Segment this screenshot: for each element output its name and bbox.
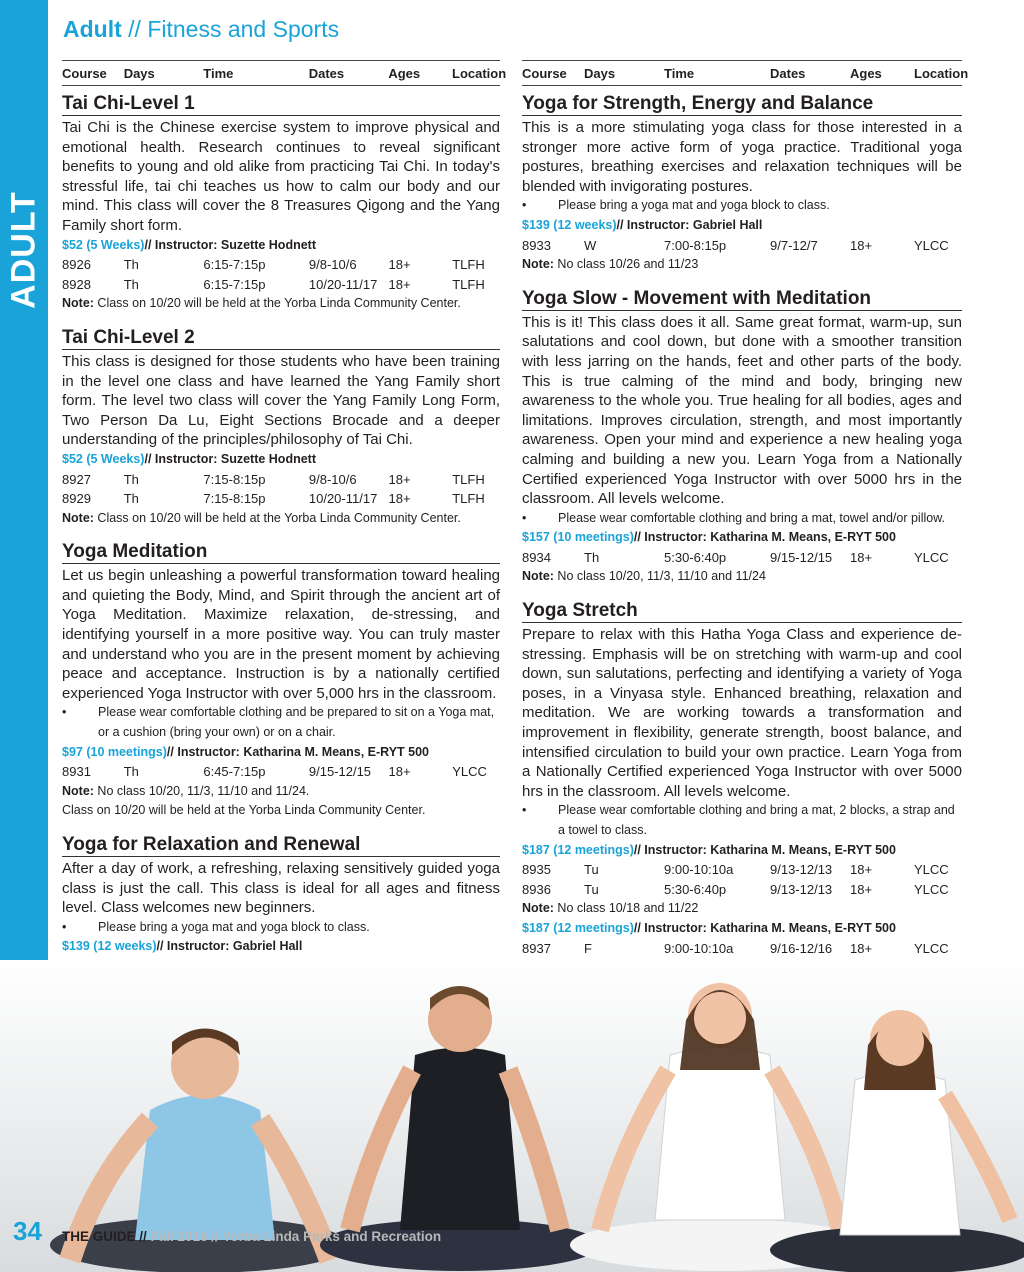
cell-dates: 9/8-10/6: [308, 471, 357, 487]
cell-days: Th: [123, 491, 139, 507]
instructor-name: // Instructor: Suzette Hodnett: [144, 451, 316, 466]
course-description: This is it! This class does it all. Same great format, warm-up, sun salutations and cool down, but done with a smoother transition with less jarring on the hands, feet and other parts of the body. This is true calming of the mind and body, bringing new awareness to the whole you. True healing for all bodies, ages and limitations. Improves circulation, strength, and most importantly awareness. Open your mind and experience a new healing yoga calming and building a new you. Learn Yoga from a Nationally Certified experienced Yoga Instructor with over 5000 hrs in the classroom. All levels welcome.: [522, 313, 962, 508]
column-header-location: Location: [914, 65, 969, 81]
price-line: [522, 528, 962, 548]
column-header-location: Location: [452, 65, 507, 81]
course-note: [522, 899, 962, 919]
schedule-row: [522, 939, 962, 959]
column-header-course: Course: [522, 65, 567, 81]
cell-dates: 9/7-12/7: [770, 237, 818, 253]
course-title: Tai Chi-Level 1: [62, 94, 500, 116]
course-note: [522, 567, 962, 587]
note-text: No class 10/26 and 11/23: [553, 257, 699, 272]
course-description: Let us begin unleashing a powerful transformation toward healing and quieting the Body, Mind, and Spirit through the ancient art of Yoga Meditation. Maximize relaxation, de-stressing, and identifying yourself in a more positive way. You can truly master and understand who you are in the present moment by achieving peace and acceptance. Instruction is by a nationally certified experienced Yoga Instructor with over 5,000 hrs in the classroom.: [62, 567, 500, 702]
price-line: [522, 216, 962, 236]
cell-dates: 10/20-11/17: [308, 491, 378, 507]
note-label: Note:: [62, 783, 94, 798]
cell-course: 8933: [522, 237, 551, 253]
course-bullet: [522, 196, 962, 216]
cell-time: 5:30-6:40p: [664, 881, 727, 897]
course-description: After a day of work, a refreshing, relaxing sensitively guided yoga class is just the call. This class is ideal for all ages and fitness level. Class welcomes new beginners.: [62, 860, 500, 917]
cell-days: Th: [584, 549, 600, 565]
course-note: [62, 509, 500, 529]
cell-ages: 18+: [388, 764, 411, 780]
course-block: [62, 328, 500, 528]
course-fee: $157 (10 meetings): [522, 530, 634, 545]
price-line: [62, 236, 500, 256]
cell-time: 7:15-8:15p: [203, 491, 266, 507]
schedule-row: [62, 762, 500, 782]
cell-dates: 9/13-12/13: [770, 881, 833, 897]
cell-days: Tu: [584, 862, 599, 878]
schedule-row: [522, 860, 962, 880]
bullet-text: Please bring a yoga mat and yoga block to class.: [558, 198, 830, 213]
course-fee: $139 (12 weeks): [62, 939, 157, 954]
cell-location: YLCC: [914, 862, 949, 878]
section-tab-label: ADULT: [4, 191, 43, 309]
instructor-name: // Instructor: Gabriel Hall: [156, 939, 303, 954]
course-block: [522, 601, 962, 978]
course-description: This class is designed for those students who have been training in the level one class and have learned the Yang Family short form. The level two class will cover the Yang Family Long Form, Two Person Da Lu, Eight Sections Brocade and a deeper understanding of the principles/philosophy of Tai Chi.: [62, 352, 500, 449]
course-title: Yoga for Strength, Energy and Balance: [522, 94, 962, 116]
note-text: Class on 10/20 will be held at the Yorba Linda Community Center.: [62, 803, 426, 818]
course-title: Yoga Slow - Movement with Meditation: [522, 289, 962, 311]
price-line: [62, 743, 500, 763]
price-line: [62, 937, 500, 957]
cell-location: TLFH: [452, 491, 485, 507]
cell-time: 9:00-10:10a: [664, 862, 734, 878]
column-header-time: Time: [664, 65, 695, 81]
footer-title: [62, 1229, 441, 1244]
column-header-time: Time: [203, 65, 234, 81]
note-label: Note:: [522, 901, 554, 916]
cell-course: 8927: [62, 471, 91, 487]
bullet-dot: •: [522, 510, 527, 525]
right-column: [522, 60, 969, 978]
cell-course: 8934: [522, 549, 551, 565]
instructor-name: // Instructor: Katharina M. Means, E-RYT 500: [633, 842, 896, 857]
cell-ages: 18+: [388, 471, 411, 487]
course-fee: $52 (5 Weeks): [62, 237, 145, 252]
schedule-row: [62, 275, 500, 295]
cell-ages: 18+: [850, 237, 873, 253]
course-block: [62, 94, 500, 314]
instructor-name: // Instructor: Katharina M. Means, E-RYT 500: [633, 530, 896, 545]
bullet-text: Please wear comfortable clothing and bring a mat, towel and/or pillow.: [558, 510, 946, 525]
schedule-row: [522, 236, 962, 256]
column-header-row: [522, 60, 969, 86]
cell-course: 8928: [62, 276, 91, 292]
cell-time: 6:45-7:15p: [203, 764, 266, 780]
instructor-name: // Instructor: Katharina M. Means, E-RYT 500: [166, 744, 430, 759]
course-block: [62, 542, 500, 821]
note-label: Note:: [62, 296, 94, 311]
course-title: Yoga Stretch: [522, 601, 962, 623]
yoga-class-photo: [0, 960, 1024, 1272]
course-title: Tai Chi-Level 2: [62, 328, 500, 350]
footer-guide: THE GUIDE //: [62, 1229, 147, 1244]
cell-location: YLCC: [452, 764, 487, 780]
cell-days: Th: [123, 257, 139, 273]
course-description: This is a more stimulating yoga class for those interested in a stronger more active form of yoga practice. Traditional yoga postures, breathing exercises and relaxation techniques will be blended with invigorating postures.: [522, 119, 962, 195]
cell-time: 9:00-10:10a: [664, 940, 734, 956]
column-header-ages: Ages: [850, 65, 882, 81]
cell-location: YLCC: [914, 237, 949, 253]
course-block: [522, 94, 962, 275]
course-fee: $187 (12 meetings): [522, 920, 634, 935]
course-description: Tai Chi is the Chinese exercise system to improve physical and emotional health. Research continues to reveal significant benefits to young and old alike from practicing Tai Chi. In today's stressful life, tai chi teaches us how to calm our body and our mind. This class will cover the 8 Treasures Qigong and the Yang Family short form.: [62, 119, 500, 234]
cell-dates: 9/15-12/15: [308, 764, 372, 780]
note-text: Class on 10/20 will be held at the Yorba Linda Community Center.: [93, 296, 461, 311]
course-bullet: [522, 801, 962, 840]
instructor-name: // Instructor: Gabriel Hall: [616, 217, 763, 232]
cell-days: Th: [123, 276, 139, 292]
schedule-row: [62, 255, 500, 275]
cell-dates: 10/20-11/17: [308, 276, 378, 292]
cell-location: TLFH: [452, 257, 485, 273]
footer-issue: Fall 2016 // Yorba Linda Parks and Recreation: [146, 1229, 442, 1244]
bullet-text: Please bring a yoga mat and yoga block to class.: [98, 919, 370, 934]
cell-time: 7:15-8:15p: [203, 471, 266, 487]
cell-ages: 18+: [850, 940, 873, 956]
page-number: 34: [13, 1216, 42, 1246]
schedule-row: [522, 548, 962, 568]
cell-days: Tu: [584, 881, 599, 897]
column-header-ages: Ages: [388, 65, 421, 81]
header-category: Adult: [63, 16, 122, 42]
course-fee: $187 (12 meetings): [522, 842, 634, 857]
schedule-row: [62, 470, 500, 490]
course-fee: $97 (10 meetings): [62, 744, 167, 759]
cell-days: Th: [123, 764, 139, 780]
cell-course: 8926: [62, 257, 91, 273]
column-header-dates: Dates: [770, 65, 806, 81]
note-text: No class 10/20, 11/3, 11/10 and 11/24.: [93, 783, 310, 798]
cell-location: TLFH: [452, 276, 485, 292]
bullet-text: Please wear comfortable clothing and be prepared to sit on a Yoga mat, or a cushion (bring your own) or on a chair.: [98, 705, 495, 740]
cell-ages: 18+: [850, 881, 873, 897]
column-header-row: [62, 60, 507, 86]
course-bullet: [62, 703, 500, 742]
cell-days: F: [584, 940, 592, 956]
cell-course: 8937: [522, 940, 551, 956]
cell-time: 6:15-7:15p: [203, 257, 266, 273]
note-label: Note:: [522, 257, 554, 272]
column-header-course: Course: [62, 65, 107, 81]
note-text: Class on 10/20 will be held at the Yorba Linda Community Center.: [93, 510, 461, 525]
page-header: [63, 16, 339, 43]
schedule-row: [62, 489, 500, 509]
course-block: [522, 289, 962, 587]
cell-time: 5:30-6:40p: [664, 549, 727, 565]
bullet-dot: •: [62, 919, 67, 934]
column-header-days: Days: [123, 65, 155, 81]
left-column: [62, 60, 507, 996]
cell-ages: 18+: [850, 862, 873, 878]
cell-dates: 9/8-10/6: [308, 257, 357, 273]
cell-location: TLFH: [452, 471, 485, 487]
cell-dates: 9/16-12/16: [770, 940, 833, 956]
cell-time: 6:15-7:15p: [203, 276, 266, 292]
header-separator: //: [121, 16, 148, 42]
course-fee: $52 (5 Weeks): [62, 451, 145, 466]
price-line: [62, 450, 500, 470]
cell-course: 8931: [62, 764, 91, 780]
instructor-name: // Instructor: Suzette Hodnett: [144, 237, 316, 252]
cell-time: 7:00-8:15p: [664, 237, 727, 253]
course-note: [62, 801, 500, 821]
course-note: [522, 255, 962, 275]
cell-location: YLCC: [914, 549, 949, 565]
course-title: Yoga for Relaxation and Renewal: [62, 835, 500, 857]
note-text: No class 10/20, 11/3, 11/10 and 11/24: [553, 569, 766, 584]
cell-location: YLCC: [914, 881, 949, 897]
course-title: Yoga Meditation: [62, 542, 500, 564]
note-label: Note:: [62, 510, 94, 525]
cell-days: W: [584, 237, 597, 253]
instructor-name: // Instructor: Katharina M. Means, E-RYT 500: [633, 920, 896, 935]
cell-location: YLCC: [914, 940, 949, 956]
cell-course: 8929: [62, 491, 91, 507]
cell-dates: 9/13-12/13: [770, 862, 833, 878]
cell-days: Th: [123, 471, 139, 487]
bullet-dot: •: [522, 803, 527, 818]
cell-dates: 9/15-12/15: [770, 549, 833, 565]
course-description: Prepare to relax with this Hatha Yoga Class and experience de-stressing. Emphasis will be on stretching with warm-up and cool down, sun salutations, perfecting and identifying a variety of Yoga poses, in a Vinyasa style. Enhanced breathing, relaxation and meditation. We are working towards a transformation and improvement in flexibility, generate strength, boost balance, and intensified circulation to build your own practice. Learn Yoga from a Nationally Certified experienced Yoga Instructor with over 5000 hrs in the classroom. All levels welcome.: [522, 626, 962, 800]
cell-course: 8936: [522, 881, 551, 897]
header-subcategory: Fitness and Sports: [147, 16, 340, 42]
course-note: [62, 782, 500, 802]
bullet-dot: •: [522, 198, 527, 213]
bullet-dot: •: [62, 705, 67, 720]
course-bullet: [62, 918, 500, 938]
cell-course: 8935: [522, 862, 551, 878]
course-fee: $139 (12 weeks): [522, 217, 617, 232]
schedule-row: [522, 880, 962, 900]
cell-ages: 18+: [388, 276, 411, 292]
cell-ages: 18+: [388, 257, 411, 273]
course-note: [62, 294, 500, 314]
note-text: No class 10/18 and 11/22: [553, 901, 699, 916]
note-label: Note:: [522, 569, 554, 584]
price-line: [522, 841, 962, 861]
course-bullet: [522, 509, 962, 529]
bullet-text: Please wear comfortable clothing and bring a mat, 2 blocks, a strap and a towel to class.: [558, 803, 955, 837]
cell-ages: 18+: [388, 491, 411, 507]
column-header-days: Days: [584, 65, 616, 81]
column-header-dates: Dates: [308, 65, 345, 81]
cell-ages: 18+: [850, 549, 873, 565]
section-tab: [0, 191, 48, 309]
price-line: [522, 919, 962, 939]
